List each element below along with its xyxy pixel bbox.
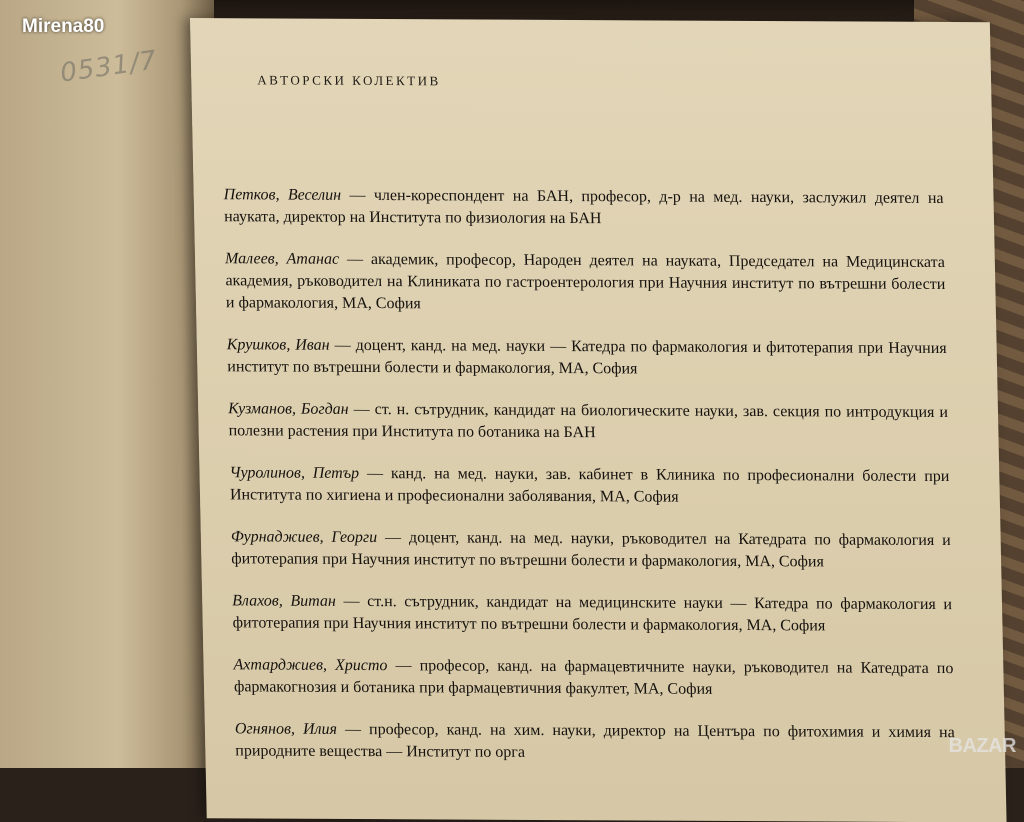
author-name: Влахов, Витан bbox=[232, 592, 337, 610]
author-description: — ст. н. сътрудник, кандидат на биологическите науки, зав. секция по интродукция и полезни растения при Института по ботаника на БАН bbox=[228, 400, 949, 442]
author-name: Ахтарджиев, Христо bbox=[233, 656, 388, 675]
author-name: Чуролинов, Петър bbox=[229, 464, 360, 482]
author-name: Малеев, Атанас bbox=[224, 250, 340, 268]
author-name: Кузманов, Богдан bbox=[227, 400, 349, 418]
author-description: — член-кореспондент на БАН, професор, д-р на мед. науки, заслужил деятел на науката, директор на Института по физиология на БАН bbox=[223, 186, 944, 228]
author-entry bbox=[233, 654, 954, 702]
author-entry bbox=[225, 248, 946, 318]
pencil-note: 0531/7 bbox=[58, 45, 160, 89]
author-description: — ст.н. сътрудник, кандидат на медицинските науки — Катедра по фармакология и фитотерапия при Научния институт по вътрешни болести и фармакология, МА, София bbox=[232, 592, 953, 635]
author-name: Крушков, Иван bbox=[226, 336, 330, 354]
author-description: — академик, професор, Народен деятел на науката, Председател на Медицинската академия, ръководител на Клиниката по гастроентерология при Научния институт по вътрешни болести и фармакология, МА, София bbox=[225, 250, 946, 313]
author-description: — професор, канд. на фармацевтичните науки, ръководител на Катедрата по фармакогнозия и ботаника при фармацевтичния факултет, МА, София bbox=[233, 657, 954, 698]
author-list bbox=[223, 168, 956, 786]
left-page bbox=[0, 0, 214, 768]
site-logo: BAZAR bbox=[948, 735, 1016, 757]
author-entry bbox=[235, 718, 956, 766]
author-description: — професор, канд. на хим. науки, директор на Центъра по фитохимия и химия на природните вещества — Институт по орга bbox=[235, 720, 955, 761]
watermark-username: Mirena80 bbox=[22, 16, 105, 37]
author-entry bbox=[228, 398, 949, 446]
page-heading: АВТОРСКИ КОЛЕКТИВ bbox=[257, 72, 441, 89]
author-entry bbox=[229, 462, 950, 510]
author-entry bbox=[223, 184, 944, 232]
author-name: Фурнаджиев, Георги bbox=[230, 528, 378, 547]
author-name: Петков, Веселин bbox=[223, 186, 342, 204]
author-name: Огнянов, Илия bbox=[234, 720, 338, 738]
author-entry bbox=[232, 590, 953, 638]
author-entry bbox=[227, 334, 948, 382]
author-description: — доцент, канд. на мед. науки, ръководител на Катедрата по фармакология и фитотерапия при Научния институт по вътрешни болести и фармакология, МА, София bbox=[231, 529, 951, 571]
author-entry bbox=[231, 526, 952, 574]
book-page bbox=[190, 18, 1007, 822]
author-description: — доцент, канд. на мед. науки — Катедра по фармакология и фитотерапия при Научния институт по вътрешни болести и фармакология, МА, София bbox=[227, 336, 947, 378]
author-description: — канд. на мед. науки, зав. кабинет в Клиника по професионални болести при Института по хигиена и професионални заболявания, МА, София bbox=[229, 464, 950, 506]
